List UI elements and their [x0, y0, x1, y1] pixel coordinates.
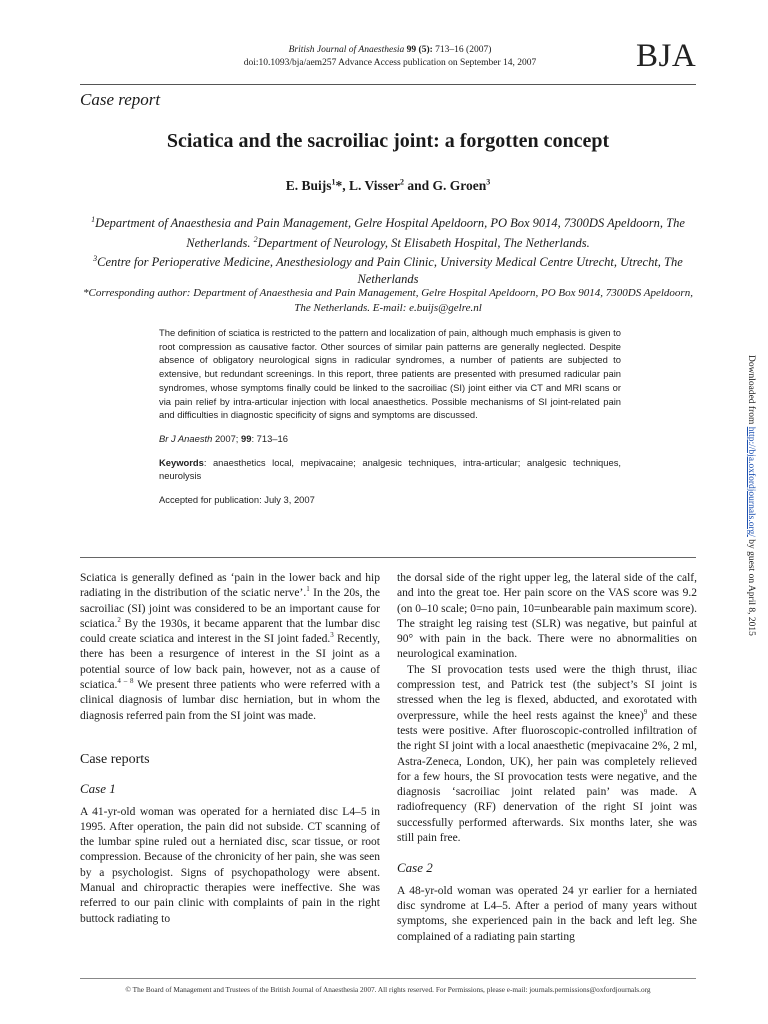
case1-heading: Case 1 [80, 781, 116, 797]
affiliation-1: Department of Anaesthesia and Pain Management, Gelre Hospital Apeldoorn, PO Box 9014, 7300DS Apeldoorn, The Netherlands. [95, 216, 685, 250]
case1-paragraph: A 41-yr-old woman was operated for a herniated disc L4–5 in 1995. After operation, the pain did not subside. CT scanning of the lumbar spine ruled out a herniated disc, scar tissue, or root compression. Because of the chronicity of her pain, she was seen by a psychologist. Signs of psychopathology were absent. Manual and chiropractic therapies were ineffective. She was referred to our pain clinic with complaints of pain in the right buttock radiating to [80, 805, 380, 925]
affiliation-3: Centre for Perioperative Medicine, Anesthesiology and Pain Clinic, University Medical Centre Utrecht, Utrecht, The Netherlands [97, 255, 683, 286]
abstract [159, 326, 621, 507]
case1-paragraph-continued: the dorsal side of the right upper leg, the lateral side of the calf, and into the great toe. Her pain score on the VAS score was 9.2 (on 0–10 scale; 0=no pain, 10=unbearable pain maximum score). The straight leg raising test (SLR) was negative, but painful at 90° with pain in the back. There were no abnormalities on neurological examination. [397, 572, 697, 661]
header-rule [80, 84, 696, 85]
section-heading: Case reports [80, 751, 150, 767]
journal-volume: 99 [406, 45, 417, 55]
accepted-date: Accepted for publication: July 3, 2007 [159, 494, 315, 506]
abstract-text: The definition of sciatica is restricted to the pattern and localization of pain, although much emphasis is given to root compression as causative factor. Other sources of similar pain patterns are generally neglected. Despite absence of obligatory neurological signs in radicular syndromes, a number of patients are subjected to extensive, but redundant screenings. In this report, three patients are presented with presumed radicular pain syndromes, whose symptoms finally could be linked to the sacroiliac (SI) joint either via CT and MRI scans or via pain relief by intra-articular injection with local anaesthetics. Possible mechanisms of SI joint-related pain and difficulties in diagnostic specificity of signs and symptoms are discussed. [159, 327, 621, 421]
doi-line: doi:10.1093/bja/aem257 Advance Access publication on September 14, 2007 [243, 58, 537, 68]
bja-logo: BJA [636, 38, 697, 74]
body-column-left [80, 571, 380, 927]
intro-paragraph: Sciatica is generally defined as ‘pain in the lower back and hip radiating in the distribution of the sciatic nerve’.$^1$ In the 20s, the sacroiliac (SI) joint was considered to be an important cause for sciatica.$^2$ By the 1930s, it became apparent that the lumbar disc could create sciatica and interest in the SI joint faded.$^3$ Recently, there has been a resurgence of interest in the SI joint as a potential source of low back pain, however, not as a cause of sciatica.$^{4 - 8}$ We present three patients who were referred with a clinical diagnosis of lumbar disc herniation, but in whom the diagnosis referred pain from the SI joint was made. [80, 572, 381, 722]
article-type: Case report [80, 90, 161, 109]
download-link[interactable]: http://bja.oxfordjournals.org/ [746, 426, 756, 537]
author-1: E. Buijs$^1$*, [285, 177, 349, 193]
download-note: Downloaded from http://bja.oxfordjournals.org/ by guest on April 8, 2015 [746, 355, 756, 636]
keywords-label: Keywords [159, 456, 204, 468]
author-3: G. Groen$^3$ [432, 177, 491, 193]
author-2: L. Visser$^2$ and [348, 177, 433, 193]
case2-paragraph: A 48-yr-old woman was operated 24 yr earlier for a herniated disc syndrome at L4–5. After a period of many years without symptoms, she experienced pain in the back and left leg. She complained of a radiating pain starting [397, 884, 697, 943]
article-title: Sciatica and the sacroiliac joint: a forgotten concept [166, 130, 610, 152]
copyright-footer: © The Board of Management and Trustees of the British Journal of Anaesthesia 2007. All rights reserved. For Permissions, please e-mail: journals.permissions@oxfordjournals.org [125, 985, 651, 994]
journal-pages: 713–16 (2007) [435, 45, 492, 55]
affiliations: $^1$Department of Anaesthesia and Pain Management, Gelre Hospital Apeldoorn, PO Box 9014, 7300DS Apeldoorn, The Netherlands. $^2$Department of Neurology, St Elisabeth Hospital, The Netherlands. $^3$Centre for Perioperative Medicine, Anesthesiology and Pain Clinic, University Medical Centre Utrecht, Utrecht, The Netherlands [91, 215, 685, 286]
journal-name: British Journal of Anaesthesia [288, 45, 405, 55]
journal-issue: (5): [418, 45, 433, 55]
author-list [80, 177, 696, 194]
case1-paragraph-2: The SI provocation tests used were the thigh thrust, iliac compression test, and Patrick test (the subject’s SI joint is stressed when the leg is flexed, abducted, and exorotated with overpressure, while the heel rests against the knee)$^9$ and these tests were positive. After fluoroscopic-controlled infiltration of the right SI joint with a local anaesthetic (mepivacaine 2%, 2 ml, Astra-Zeneca, London, UK), her pain was completely relieved for a few hours, the SI provocation tests were negative, and the diagnosis ‘sacroiliac joint related pain’ was made. A radiofrequency (RF) denervation of the right SI joint was successfully performed afterwards. Six months later, she was still pain free. [397, 663, 698, 845]
citation: Br J Anaesth 2007; 99: 713–16 [159, 432, 288, 444]
footer-rule [80, 978, 696, 979]
abstract-rule [80, 557, 696, 558]
journal-citation-line [180, 44, 600, 57]
body-column-right [397, 571, 697, 945]
case2-heading: Case 2 [397, 860, 433, 876]
affiliation-2: Department of Neurology, St Elisabeth Hospital, The Netherlands. [257, 235, 590, 250]
corresponding-author: *Corresponding author: Department of Anaesthesia and Pain Management, Gelre Hospital Apeldoorn, PO Box 9014, 7300DS Apeldoorn, The Netherlands. E-mail: e.buijs@gelre.nl [83, 287, 693, 314]
journal-header [180, 44, 600, 70]
keywords-text: : anaesthetics local, mepivacaine; analgesic techniques, intra-articular; analgesic techniques, neurolysis [159, 456, 621, 482]
keywords [159, 456, 621, 483]
